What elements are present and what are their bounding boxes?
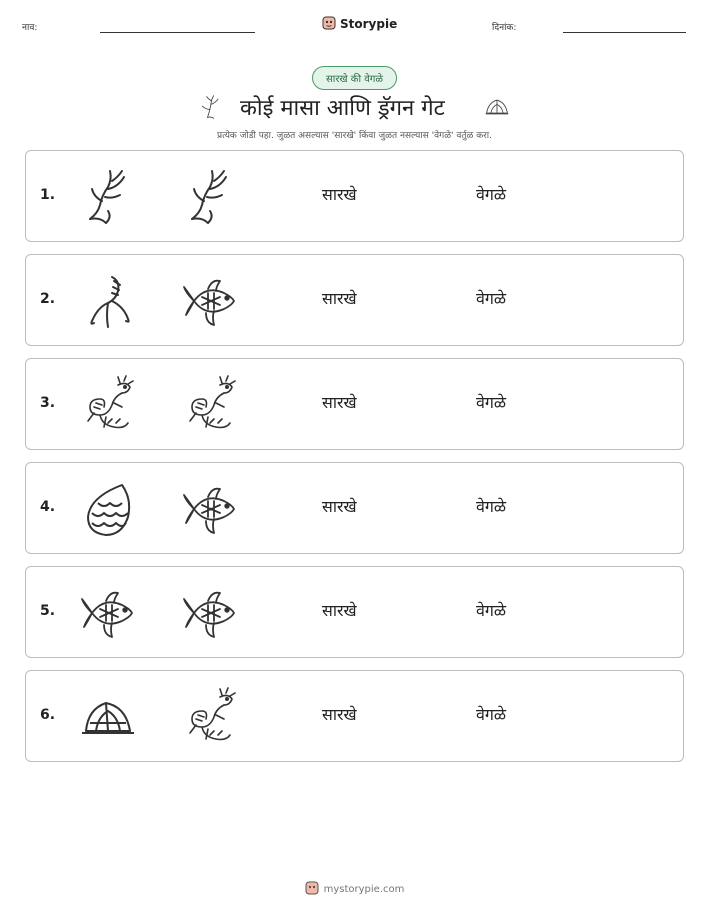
fish-icon: [180, 583, 240, 643]
option-different[interactable]: वेगळे: [476, 601, 507, 620]
option-different[interactable]: वेगळे: [476, 497, 507, 516]
footer-url[interactable]: mystorypie.com: [323, 883, 405, 895]
antler-icon: [180, 167, 240, 227]
date-line[interactable]: [563, 32, 686, 33]
dragon-icon: [78, 375, 138, 435]
option-same[interactable]: सारखे: [322, 393, 357, 412]
storypie-mascot-icon: [322, 15, 336, 34]
question-number: 4.: [40, 499, 56, 515]
instructions: प्रत्येक जोडी पहा. जुळत असल्यास 'सारखे' किंवा जुळत नसल्यास 'वेगळे' वर्तुळ करा.: [216, 131, 492, 141]
title-row: [0, 92, 709, 124]
date-label: दिनांक:: [492, 23, 517, 33]
antler-icon: [198, 92, 224, 126]
option-same[interactable]: सारखे: [322, 497, 357, 516]
shell-icon: [78, 687, 138, 747]
option-same[interactable]: सारखे: [322, 185, 357, 204]
question-row-1: [25, 150, 684, 242]
question-row-4: [25, 462, 684, 554]
scale-icon: [78, 479, 138, 539]
option-same[interactable]: सारखे: [322, 289, 357, 308]
option-same[interactable]: सारखे: [322, 601, 357, 620]
page-header: [0, 14, 709, 38]
activity-badge: सारखे की वेगळे: [312, 66, 397, 90]
page-title: कोई मासा आणि ड्रॅगन गेट: [240, 96, 445, 121]
page-footer: [0, 880, 709, 898]
name-label: नाव:: [22, 23, 38, 33]
option-different[interactable]: वेगळे: [476, 289, 507, 308]
question-number: 3.: [40, 395, 56, 411]
question-number: 2.: [40, 291, 56, 307]
fish-icon: [180, 479, 240, 539]
antler-icon: [78, 167, 138, 227]
brand-logo: [322, 14, 397, 34]
claw-icon: [78, 271, 138, 331]
storypie-mascot-icon: [305, 881, 319, 898]
fish-icon: [78, 583, 138, 643]
question-row-6: [25, 670, 684, 762]
option-different[interactable]: वेगळे: [476, 185, 507, 204]
question-row-5: [25, 566, 684, 658]
name-line[interactable]: [100, 32, 255, 33]
option-same[interactable]: सारखे: [322, 705, 357, 724]
brand-name: Storypie: [340, 17, 398, 31]
fish-icon: [180, 271, 240, 331]
question-row-2: [25, 254, 684, 346]
dragon-icon: [180, 375, 240, 435]
question-number: 5.: [40, 603, 56, 619]
question-row-3: [25, 358, 684, 450]
option-different[interactable]: वेगळे: [476, 393, 507, 412]
dragon-icon: [180, 687, 240, 747]
shell-icon: [482, 94, 512, 124]
option-different[interactable]: वेगळे: [476, 705, 507, 724]
question-number: 1.: [40, 187, 56, 203]
question-number: 6.: [40, 707, 56, 723]
